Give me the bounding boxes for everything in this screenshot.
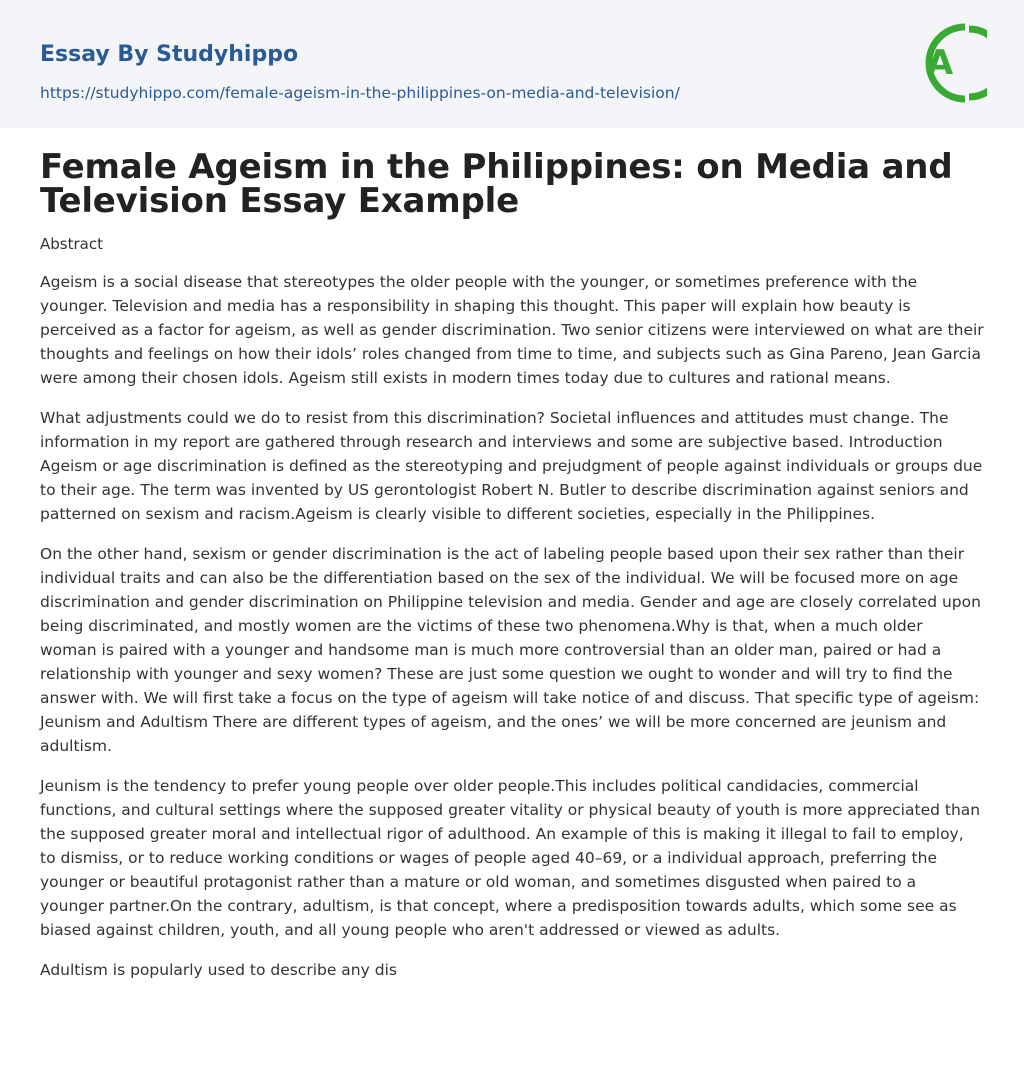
site-brand[interactable]: Essay By Studyhippo xyxy=(40,42,299,67)
abstract-heading: Abstract xyxy=(40,235,103,253)
source-url-link[interactable]: https://studyhippo.com/female-ageism-in-the-philippines-on-media-and-television/ xyxy=(40,84,680,102)
paragraph: Ageism is a social disease that stereotypes the older people with the younger, or sometimes preference with the younger. Television and media has a responsibility in shaping this thought. This paper will explain how beauty is perceived as a factor for ageism, as well as gender discrimination. Two senior citizens were interviewed on what are their thoughts and feelings on how their idols’ roles changed from time to time, and subjects such as Gina Pareno, Jean Garcia were among their chosen idols. Ageism still exists in modern times today due to cultures and rational means. xyxy=(40,273,984,387)
article-title: Female Ageism in the Philippines: on Media and Television Essay Example xyxy=(40,147,953,221)
studyhippo-logo-icon[interactable] xyxy=(913,20,987,106)
paragraph: Jeunism is the tendency to prefer young people over older people.This includes political candidacies, commercial functions, and cultural settings where the supposed greater vitality or physical beauty of youth is more appreciated than the supposed greater moral and intellectual rigor of adulthood. An example of this is making it illegal to fail to employ, to dismiss, or to reduce working conditions or wages of people aged 40–69, or a individual approach, preferring the younger or beautiful protagonist rather than a mature or old woman, and sometimes disgusted when paired to a younger partner.On the contrary, adultism, is that concept, where a predisposition towards adults, which some see as biased against children, youth, and all young people who aren't addressed or viewed as adults. xyxy=(40,777,981,939)
page-header xyxy=(0,0,1024,128)
article-body xyxy=(0,147,1024,982)
paragraph: On the other hand, sexism or gender discrimination is the act of labeling people based upon their sex rather than their individual traits and can also be the differentiation based on the sex of the individual. We will be focused more on age discrimination and gender discrimination on Philippine television and media. Gender and age are closely correlated upon being discriminated, and mostly women are the victims of these two phenomena.Why is that, when a much older woman is paired with a younger and handsome man is much more controversial than an older man, paired or had a relationship with younger and sexy women? These are just some question we ought to wonder and will try to find the answer with. We will first take a focus on the type of ageism will take notice of and discuss. That specific type of ageism: Jeunism and Adultism There are different types of ageism, and the ones’ we will be more concerned are jeunism and adultism. xyxy=(40,545,981,755)
paragraph: What adjustments could we do to resist from this discrimination? Societal influences and attitudes must change. The information in my report are gathered through research and interviews and some are subjective based. Introduction Ageism or age discrimination is defined as the stereotyping and prejudgment of people against individuals or groups due to their age. The term was invented by US gerontologist Robert N. Butler to describe discrimination against seniors and patterned on sexism and racism.Ageism is clearly visible to different societies, especially in the Philippines. xyxy=(40,409,983,523)
logo-letter: A xyxy=(926,43,954,83)
paragraph: Adultism is popularly used to describe any dis xyxy=(40,961,397,979)
